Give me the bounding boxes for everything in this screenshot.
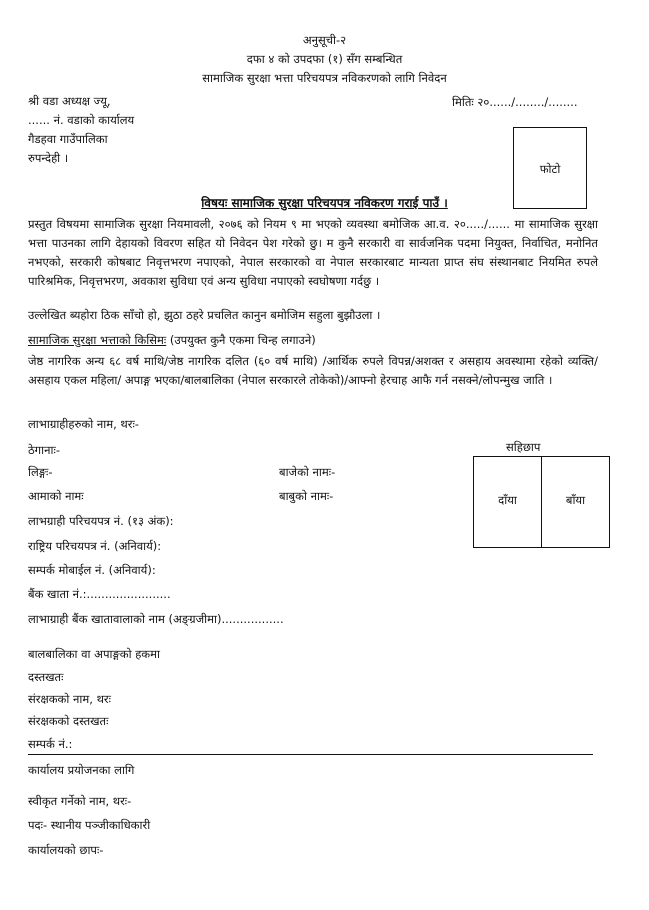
date-field: मितिः २०....../......../........	[452, 95, 578, 109]
office-use-heading: कार्यालय प्रयोजनका लागि	[28, 763, 135, 777]
addressee-line-1: श्री वडा अध्यक्ष ज्यू,	[28, 94, 111, 108]
mobile-field: सम्पर्क मोबाईल नं. (अनिवार्य):	[28, 563, 156, 577]
post-field: पदः- स्थानीय पञ्जीकाधिकारी	[28, 818, 151, 832]
section-reference: दफा ४ को उपदफा (१) सँग सम्बन्धित	[246, 52, 403, 66]
office-stamp-field: कार्यालयको छापः-	[28, 843, 104, 857]
signature-field: दस्तखतः	[28, 670, 64, 684]
guardian-heading: बालबालिका वा अपाङ्गको हकमा	[28, 647, 160, 661]
beneficiary-id-field: लाभग्राही परिचयपत्र नं. (१३ अंक):	[28, 514, 174, 528]
grandfather-name-field: बाजेको नामः-	[279, 465, 336, 479]
declaration-text: उल्लेखित ब्यहोरा ठिक साँचो हो, झुठा ठहरे प्रचलित कानुन बमोजिम सहुला बुझौउला ।	[28, 308, 381, 322]
account-holder-field: लाभाग्राही बैंक खातावालाको नाम (अङ्ग्रजीमा).................	[28, 612, 284, 626]
subject-line: विषयः सामाजिक सुरक्षा परिचयपत्र नविकरण गराई पाउँ ।	[201, 196, 448, 210]
addressee-line-3: गैडहवा गाउँपालिका	[28, 132, 108, 146]
father-name-field: बाबुको नामः-	[279, 489, 334, 503]
form-title: सामाजिक सुरक्षा भत्ता परिचयपत्र नविकरणको लागि निवेदन	[202, 71, 447, 85]
guardian-signature-field: संरक्षकको दस्तखतः	[28, 714, 109, 728]
allowance-type-heading	[28, 333, 316, 347]
guardian-name-field: संरक्षकको नाम, थरः	[28, 692, 111, 706]
allowance-type-hint: (उपयुक्त कुनै एकमा चिन्ह लगाउने)	[166, 333, 316, 347]
fingerprint-title: सहिछाप	[506, 440, 541, 454]
photo-label: फोटो	[539, 162, 561, 176]
gender-field: लिङ्गः-	[28, 465, 53, 479]
address-field: ठेगानाः-	[28, 443, 60, 457]
allowance-type-label: सामाजिक सुरक्षा भत्ताको किसिमः	[28, 333, 167, 347]
right-thumb-label: दाँया	[498, 493, 517, 507]
fingerprint-box	[473, 456, 610, 548]
beneficiary-name-field: लाभाग्राहीहरुको नाम, थरः-	[28, 417, 139, 431]
bank-account-field: बैंक खाता नं.:.......................	[28, 587, 171, 601]
approver-name-field: स्वीकृत गर्नेको नाम, थरः-	[28, 794, 132, 808]
body-paragraph: प्रस्तुत विषयमा सामाजिक सुरक्षा नियमावली, २०७६ को नियम ९ मा भएको व्यवस्था बमोजिक आ.व. २०...../...... मा सामाजिक सुरक्षा भत्ता पाउनका लागि देहायको विवरण सहित यो निवेदन पेश गरेको छु। म कुनै सरकारी वा सार्वजनिक पदमा नियुक्त, निर्वाचित, मनोनित नभएको, सरकारी कोषबाट निवृत्तभरण नपाएको, नेपाल सरकारको वा नेपाल सरकारबाट मान्यता प्राप्त संघ संस्थानबाट नियमित रुपले पारिश्रमिक, निवृत्तभरण, अवकाश सुविधा एवं अन्य सुविधा नपाएको स्वघोषणा गर्दछु ।	[28, 217, 598, 288]
mother-name-field: आमाको नामः	[28, 489, 84, 503]
schedule-number: अनुसूची-२	[302, 33, 347, 47]
national-id-field: राष्ट्रिय परिचयपत्र नं. (अनिवार्य):	[28, 539, 162, 553]
section-divider	[28, 754, 593, 755]
contact-field: सम्पर्क नं.:	[28, 737, 73, 751]
addressee-line-2: ...... नं. वडाको कार्यालय	[28, 113, 135, 127]
allowance-type-options: जेष्ठ नागरिक अन्य ६८ वर्ष माथि/जेष्ठ नागरिक दलित (६० वर्ष माथि) /आर्थिक रुपले विपन्न/अशक्त र असहाय अवस्थामा रहेको व्यक्ति/असहाय एकल महिला/ अपाङ्ग भएका/बालबालिका (नेपाल सरकारले तोकेको)/आफ्नो हेरचाह आफै गर्न नसक्ने/लोपन्मुख जाति ।	[28, 354, 598, 387]
left-thumb-label: बाँया	[565, 493, 586, 507]
addressee-line-4: रुपन्देही ।	[28, 151, 69, 165]
